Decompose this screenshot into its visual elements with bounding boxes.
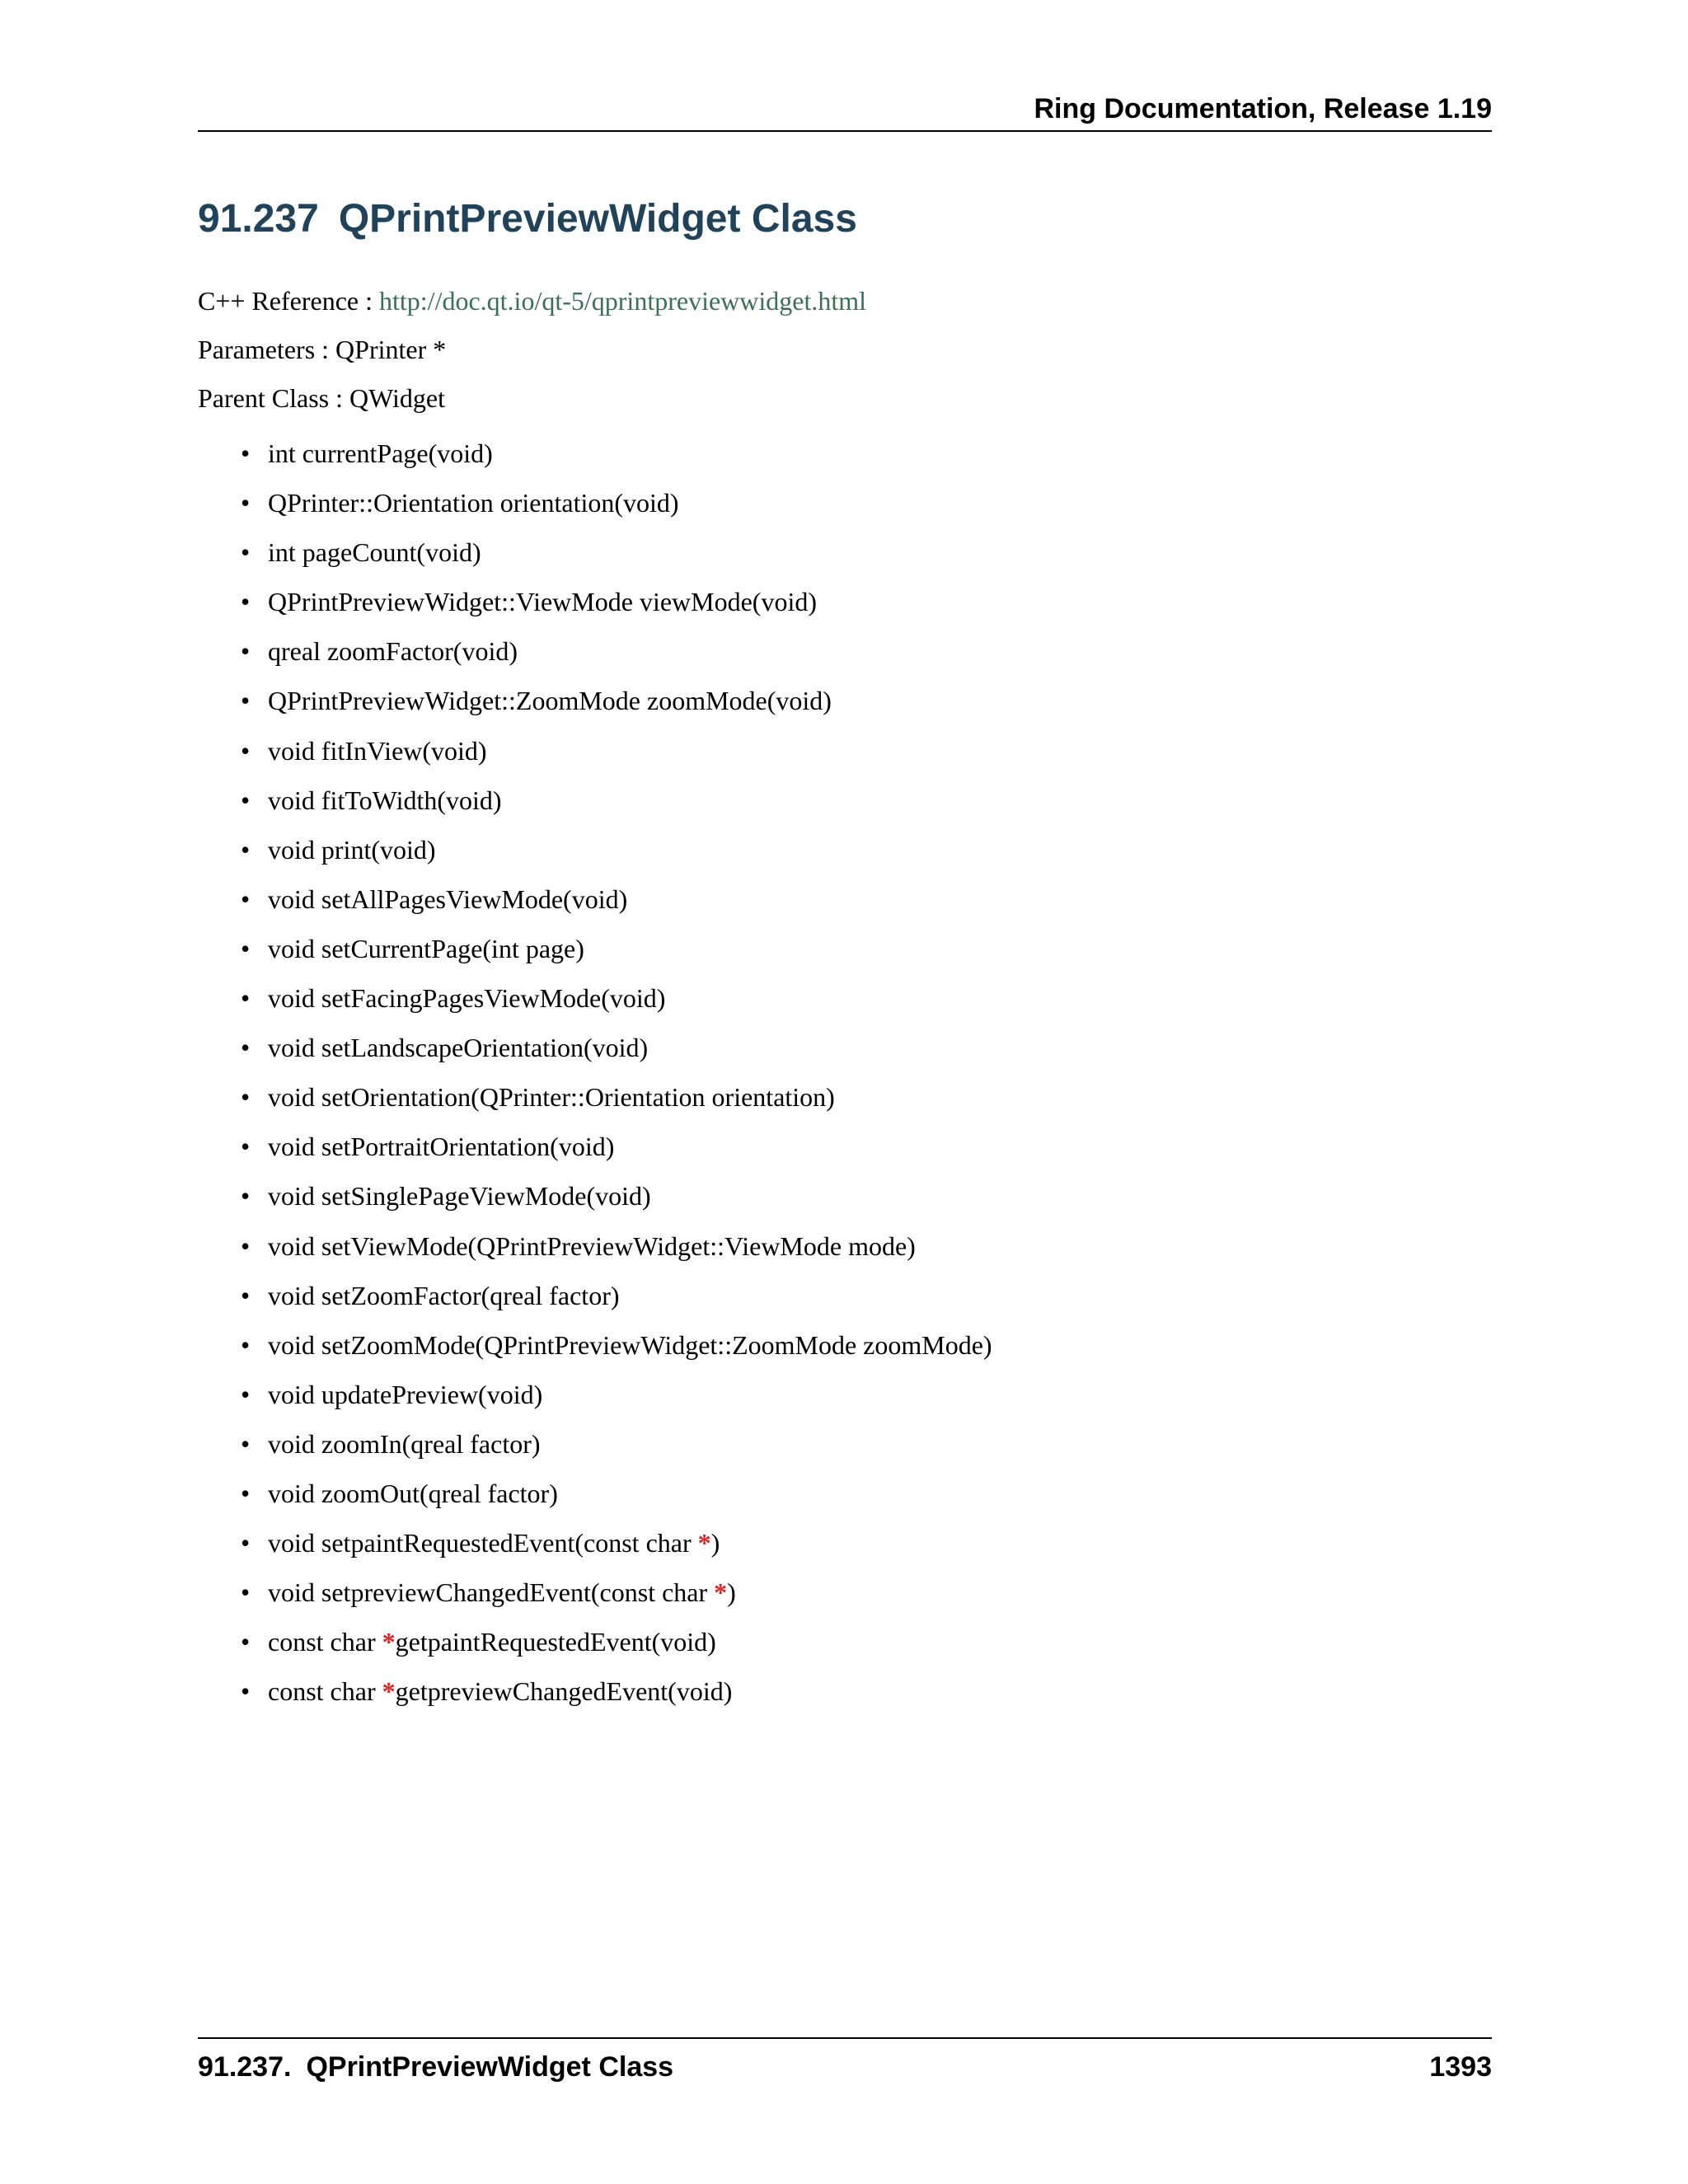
method-text: void print(void) (268, 834, 436, 865)
method-text: QPrintPreviewWidget::ViewMode viewMode(void) (268, 587, 817, 617)
pointer-star: * (697, 1528, 711, 1558)
method-item (198, 932, 992, 982)
bullet-icon: • (241, 686, 251, 716)
method-text: void setPortraitOrientation(void) (268, 1132, 615, 1162)
pointer-star: * (382, 1627, 396, 1657)
method-item (198, 1329, 992, 1378)
method-item (198, 1130, 992, 1179)
method-text: void setFacingPagesViewMode(void) (268, 983, 666, 1014)
method-item (198, 883, 992, 932)
bullet-icon: • (241, 1627, 251, 1657)
method-text: QPrintPreviewWidget::ZoomMode zoomMode(void) (268, 686, 832, 716)
parent-class-line (198, 382, 445, 415)
method-text: void setCurrentPage(int page) (268, 933, 584, 963)
method-text: int pageCount(void) (268, 537, 481, 568)
method-item (198, 784, 992, 833)
cpp-reference-line (198, 284, 866, 317)
method-item (198, 1625, 992, 1675)
method-text: void setViewMode(QPrintPreviewWidget::ViewMode mode) (268, 1230, 916, 1261)
bullet-icon: • (241, 1033, 251, 1063)
bullet-icon: • (241, 438, 251, 468)
page-header (198, 89, 1492, 132)
bullet-icon: • (241, 1181, 251, 1212)
method-text: QPrinter::Orientation orientation(void) (268, 488, 679, 518)
method-text-prefix: void setpaintRequestedEvent(const char (268, 1528, 698, 1558)
method-item (198, 833, 992, 883)
method-item (198, 486, 992, 536)
method-text-suffix: ) (727, 1577, 736, 1608)
bullet-icon: • (241, 636, 251, 667)
bullet-icon: • (241, 735, 251, 766)
method-text: void fitToWidth(void) (268, 785, 502, 815)
method-list (198, 437, 992, 1724)
method-item (198, 982, 992, 1031)
method-text-prefix: const char (268, 1627, 382, 1657)
method-text-prefix: void setpreviewChangedEvent(const char (268, 1577, 715, 1608)
header-title: Ring Documentation, Release 1.19 (1034, 93, 1492, 124)
cpp-reference-label: C++ Reference : (198, 286, 373, 316)
method-item (198, 1427, 992, 1477)
method-text: void setSinglePageViewMode(void) (268, 1181, 651, 1212)
parent-class-value: QWidget (349, 383, 445, 413)
method-item (198, 1675, 992, 1724)
method-item (198, 734, 992, 784)
bullet-icon: • (241, 1676, 251, 1707)
bullet-icon: • (241, 883, 251, 914)
method-text: void setAllPagesViewMode(void) (268, 883, 628, 914)
parameters-value: QPrinter * (335, 335, 447, 364)
method-text: void zoomIn(qreal factor) (268, 1428, 541, 1459)
method-text: void setZoomMode(QPrintPreviewWidget::ZoomMode zoomMode) (268, 1329, 992, 1360)
method-item (198, 1031, 992, 1080)
method-text-suffix: getpaintRequestedEvent(void) (395, 1627, 716, 1657)
method-item (198, 585, 992, 635)
method-item (198, 635, 992, 684)
bullet-icon: • (241, 933, 251, 963)
method-text: void zoomOut(qreal factor) (268, 1478, 558, 1508)
page-number: 1393 (1429, 2051, 1492, 2083)
method-item (198, 684, 992, 733)
pointer-star: * (714, 1577, 728, 1608)
method-text: qreal zoomFactor(void) (268, 636, 518, 667)
method-item (198, 437, 992, 486)
bullet-icon: • (241, 537, 251, 568)
section-title: QPrintPreviewWidget Class (338, 197, 857, 241)
page-footer (198, 2037, 1492, 2088)
footer-section-number: 91.237. (198, 2051, 292, 2083)
method-item (198, 1576, 992, 1625)
bullet-icon: • (241, 785, 251, 815)
method-item (198, 1080, 992, 1130)
method-text: void setZoomFactor(qreal factor) (268, 1280, 620, 1310)
pointer-star: * (382, 1676, 396, 1707)
cpp-reference-link[interactable]: http://doc.qt.io/qt-5/qprintpreviewwidget.html (379, 286, 867, 316)
bullet-icon: • (241, 834, 251, 865)
bullet-icon: • (241, 1428, 251, 1459)
method-text-suffix: getpreviewChangedEvent(void) (395, 1676, 733, 1707)
method-item (198, 1279, 992, 1329)
method-item (198, 1526, 992, 1576)
bullet-icon: • (241, 488, 251, 518)
method-text: void setOrientation(QPrinter::Orientation orientation) (268, 1082, 835, 1113)
bullet-icon: • (241, 1577, 251, 1608)
method-item (198, 536, 992, 585)
bullet-icon: • (241, 1082, 251, 1113)
method-item (198, 1230, 992, 1279)
parameters-line (198, 333, 446, 366)
parent-class-label: Parent Class : (198, 383, 343, 413)
method-text: void updatePreview(void) (268, 1379, 543, 1409)
section-heading (198, 194, 857, 244)
method-item (198, 1378, 992, 1427)
bullet-icon: • (241, 983, 251, 1014)
bullet-icon: • (241, 1280, 251, 1310)
method-text-prefix: const char (268, 1676, 382, 1707)
method-text: void fitInView(void) (268, 735, 487, 766)
bullet-icon: • (241, 587, 251, 617)
method-item (198, 1179, 992, 1229)
parameters-label: Parameters : (198, 335, 330, 364)
method-text: int currentPage(void) (268, 438, 493, 468)
method-text: void setLandscapeOrientation(void) (268, 1033, 649, 1063)
method-text-suffix: ) (710, 1528, 720, 1558)
bullet-icon: • (241, 1230, 251, 1261)
footer-section (198, 2050, 673, 2083)
section-number: 91.237 (198, 197, 319, 241)
bullet-icon: • (241, 1132, 251, 1162)
bullet-icon: • (241, 1329, 251, 1360)
method-item (198, 1477, 992, 1526)
footer-section-title: QPrintPreviewWidget Class (306, 2051, 674, 2083)
bullet-icon: • (241, 1528, 251, 1558)
bullet-icon: • (241, 1379, 251, 1409)
bullet-icon: • (241, 1478, 251, 1508)
